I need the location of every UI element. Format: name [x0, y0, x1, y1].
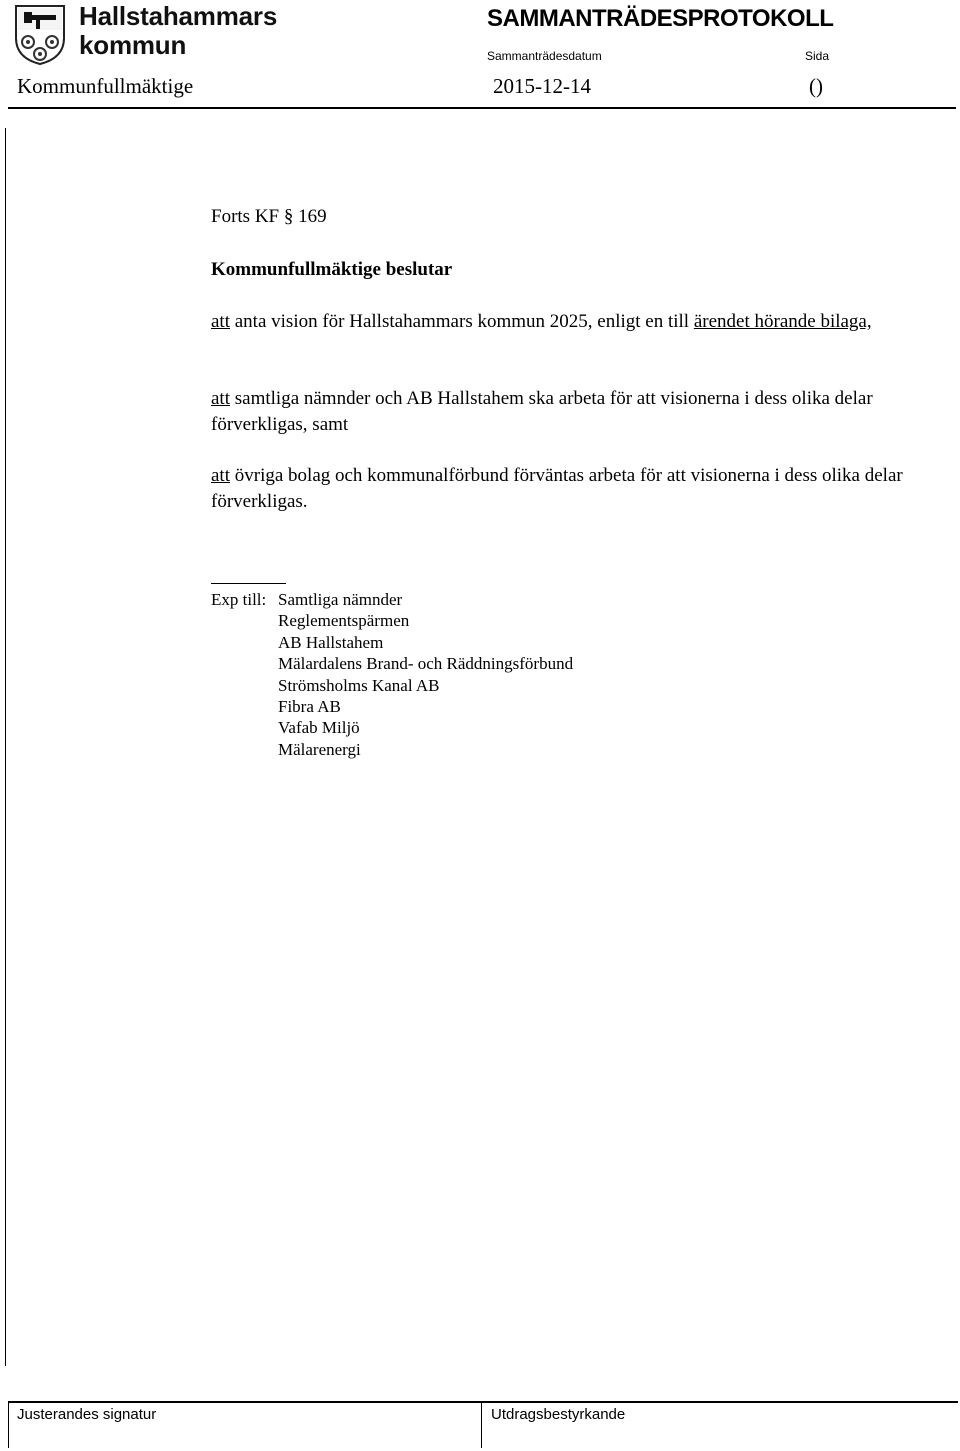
left-margin-line [5, 128, 6, 1366]
list-item: Mälarenergi [278, 739, 361, 759]
footer-middle-border [481, 1401, 482, 1448]
decision-text: samtliga nämnder och AB Hallstahem ska arbeta för att visionerna i dess olika delar förverkligas, samt [211, 388, 873, 435]
distribution-divider [211, 583, 286, 584]
list-item: Reglementspärmen [278, 611, 410, 631]
att-keyword: att [211, 465, 230, 486]
document-title: SAMMANTRÄDESPROTOKOLL [487, 5, 834, 32]
organ-name: Kommunfullmäktige [17, 74, 194, 98]
extract-certification-label: Utdragsbestyrkande [491, 1406, 626, 1423]
footer-divider [8, 1401, 958, 1403]
decision-item-2 [211, 386, 946, 438]
decision-item-1 [211, 309, 946, 335]
page-number: () [809, 74, 823, 98]
meeting-date-label: Sammanträdesdatum [487, 49, 602, 63]
continuation-reference: Forts KF § 169 [211, 206, 327, 227]
decision-item-3 [211, 463, 936, 515]
decision-text-underlined: ärendet hörande bilaga, [693, 311, 872, 332]
list-item: Samtliga nämnder [278, 590, 403, 609]
logo-line-2: kommun [79, 30, 187, 60]
decision-text: anta vision för Hallstahammars kommun 2025, enligt en till [230, 311, 694, 332]
signature-label: Justerandes signatur [17, 1406, 157, 1423]
logo-wordmark [79, 2, 277, 60]
list-item: Vafab Miljö [278, 718, 360, 738]
coat-of-arms-icon [14, 4, 74, 66]
page-label: Sida [805, 49, 830, 63]
distribution-list [278, 589, 573, 760]
meeting-date: 2015-12-14 [493, 74, 591, 98]
footer-left-border [8, 1401, 9, 1448]
list-item: Strömsholms Kanal AB [278, 675, 440, 695]
decision-text: övriga bolag och kommunalförbund förväntas arbeta för att visionerna i dess olika delar förverkligas. [211, 465, 903, 512]
att-keyword: att [211, 388, 230, 409]
distribution-label: Exp till: [211, 590, 267, 609]
decision-heading: Kommunfullmäktige beslutar [211, 259, 453, 280]
logo-line-1: Hallstahammars [79, 1, 278, 31]
header-divider [8, 107, 956, 109]
list-item: Fibra AB [278, 697, 341, 717]
list-item: AB Hallstahem [278, 632, 384, 652]
list-item: Mälardalens Brand- och Räddningsförbund [278, 654, 574, 674]
att-keyword: att [211, 311, 230, 332]
